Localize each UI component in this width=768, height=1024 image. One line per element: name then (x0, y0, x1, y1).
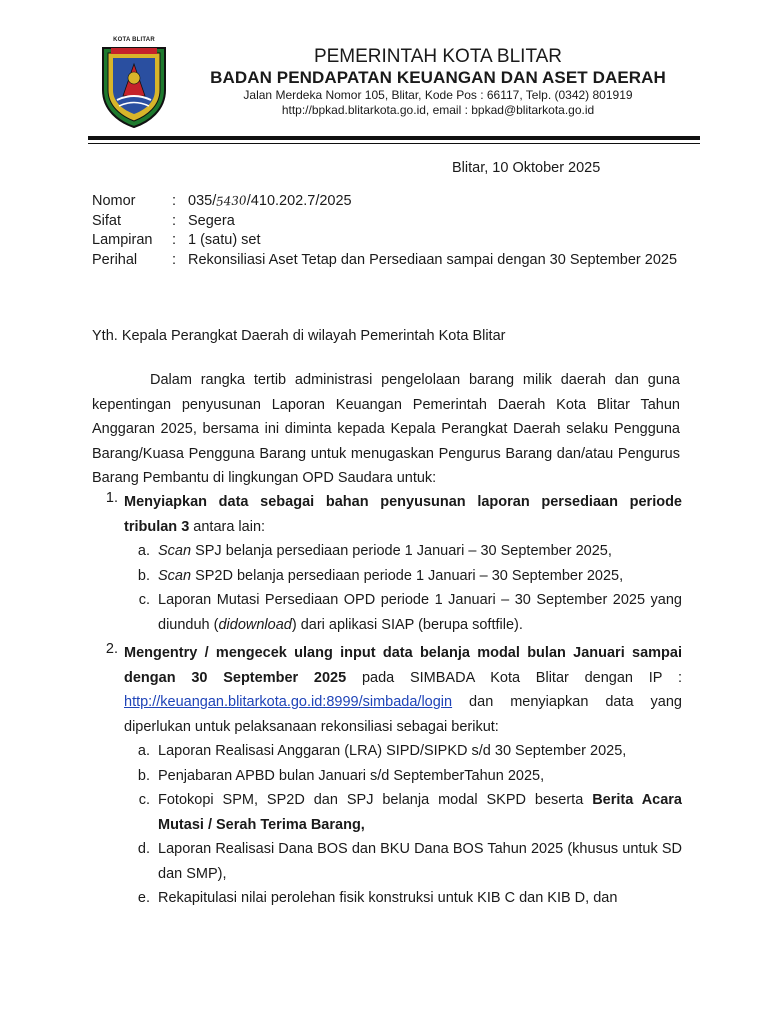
nomor-prefix: 035/ (188, 193, 217, 209)
sub-body: Fotokopi SPM, SP2D dan SPJ belanja modal SKPD beserta (158, 792, 593, 808)
government-name: PEMERINTAH KOTA BLITAR (313, 46, 563, 67)
emblem-caption: KOTA BLITAR (113, 37, 155, 43)
meta-lampiran (92, 231, 698, 251)
letterhead (178, 46, 698, 118)
meta-sifat (92, 212, 698, 232)
recipient-line: Yth. Kepala Perangkat Daerah di wilayah Pemerintah Kota Blitar (92, 328, 506, 344)
sub-letter: c. (138, 592, 150, 608)
sub-text (158, 588, 682, 637)
sub-body: SP2D belanja persediaan periode 1 Januari – 30 September 2025, (191, 567, 624, 584)
sub-item (124, 764, 682, 789)
sub-item (124, 788, 682, 837)
letterhead-divider-thin (88, 143, 700, 144)
sub-italic: didownload (218, 616, 292, 633)
item-bold-text: Mengentry / mengecek ulang input data belanja modal bulan Januari sampai dengan 30 September 2025 (124, 645, 682, 686)
sub-text: Penjabaran APBD bulan Januari s/d SeptemberTahun 2025, (158, 767, 545, 784)
intro-paragraph: Dalam rangka tertib administrasi pengelolaan barang milik daerah dan guna kepentingan penyusunan Laporan Keuangan Pemerintah Daerah Kota Blitar Tahun Anggaran 2025, bersama ini diminta kepada Kepala Perangkat Daerah selaku Pengguna Barang/Kuasa Pengguna Barang untuk menugaskan Pengurus Barang dan/atau Pengurus Barang Pembantu di lingkungan OPD Saudara untuk: (92, 372, 680, 486)
nomor-suffix: /410.202.7/2025 (246, 193, 352, 209)
item-mid-text: pada SIMBADA Kota Blitar dengan IP : (346, 669, 682, 686)
sub-item (124, 739, 682, 764)
sub-letter: d. (137, 841, 150, 857)
sub-letter: c. (138, 792, 150, 808)
sub-body-end: ) dari aplikasi SIAP (berupa softfile). (291, 616, 523, 633)
list-item-2 (92, 641, 682, 911)
list-item-header (92, 490, 682, 539)
agency-name: BADAN PENDAPATAN KEUANGAN DAN ASET DAERAH (210, 68, 666, 87)
meta-value: 1 (satu) set (188, 232, 261, 248)
list-item-header (92, 641, 682, 739)
item-rest-text: antara lain: (189, 518, 266, 535)
agency-address: Jalan Merdeka Nomor 105, Blitar, Kode Pos : 66117, Telp. (0342) 801919 (243, 88, 633, 102)
list-item-1 (92, 490, 682, 637)
meta-colon: : (172, 193, 177, 209)
sub-body: SPJ belanja persediaan periode 1 Januari – 30 September 2025, (191, 543, 612, 559)
meta-colon: : (172, 232, 177, 248)
city-emblem (92, 36, 176, 128)
sub-item (124, 564, 682, 589)
meta-value (188, 192, 698, 212)
meta-perihal (92, 251, 698, 271)
meta-value: Segera (188, 212, 235, 229)
meta-label: Perihal (92, 251, 138, 268)
meta-colon: : (172, 212, 177, 229)
sub-bold: Berita Acara Mutasi / Serah Terima Barang, (158, 792, 683, 833)
agency-contact: http://bpkad.blitarkota.go.id, email : bpkad@blitarkota.go.id (281, 103, 595, 117)
item-text (124, 641, 682, 739)
sub-text: Rekapitulasi nilai perolehan fisik konstruksi untuk KIB C dan KIB D, dan (158, 890, 618, 906)
blitar-crest-icon (95, 44, 173, 128)
sub-letter: b. (137, 767, 150, 784)
sub-text (158, 564, 682, 589)
meta-nomor (92, 192, 698, 212)
meta-colon: : (172, 251, 177, 268)
item-text (124, 490, 682, 539)
sub-item (124, 539, 682, 564)
sub-text: Laporan Realisasi Anggaran (LRA) SIPD/SIPKD s/d 30 September 2025, (158, 743, 627, 759)
letter-date: Blitar, 10 Oktober 2025 (452, 160, 601, 176)
handwritten-number: 5430 (215, 193, 248, 209)
meta-label: Sifat (92, 212, 122, 229)
simbada-link[interactable]: http://keuangan.blitarkota.go.id:8999/simbada/login (124, 694, 453, 710)
sub-italic: Scan (158, 567, 192, 584)
sub-letter: e. (137, 890, 150, 906)
letter-meta (92, 192, 698, 270)
sub-item (124, 588, 682, 637)
item-bold-text: Menyiapkan data sebagai bahan penyusunan laporan persediaan periode tribulan 3 (124, 494, 682, 535)
sub-text: Laporan Realisasi Dana BOS dan BKU Dana BOS Tahun 2025 (khusus untuk SD dan SMP), (158, 841, 682, 882)
sub-text (158, 539, 682, 564)
sub-letter: b. (137, 567, 150, 584)
letterhead-divider-thick (88, 136, 700, 140)
item-number: 1. (105, 490, 118, 506)
meta-label: Lampiran (92, 232, 153, 248)
sub-item (124, 886, 682, 911)
sub-letter: a. (137, 543, 150, 559)
item-rest-text: dan menyiapkan data yang diperlukan untuk pelaksanaan rekonsiliasi sebagai berikut: (124, 694, 682, 735)
sub-italic: Scan (158, 543, 192, 559)
sub-letter: a. (137, 743, 150, 759)
meta-label: Nomor (92, 193, 136, 209)
sub-item (124, 837, 682, 886)
meta-value: Rekonsiliasi Aset Tetap dan Persediaan sampai dengan 30 September 2025 (188, 251, 678, 268)
item-number: 2. (105, 641, 118, 657)
sub-text (158, 788, 682, 837)
sub-body: Laporan Mutasi Persediaan OPD periode 1 Januari – 30 September 2025 yang diunduh ( (158, 592, 682, 633)
